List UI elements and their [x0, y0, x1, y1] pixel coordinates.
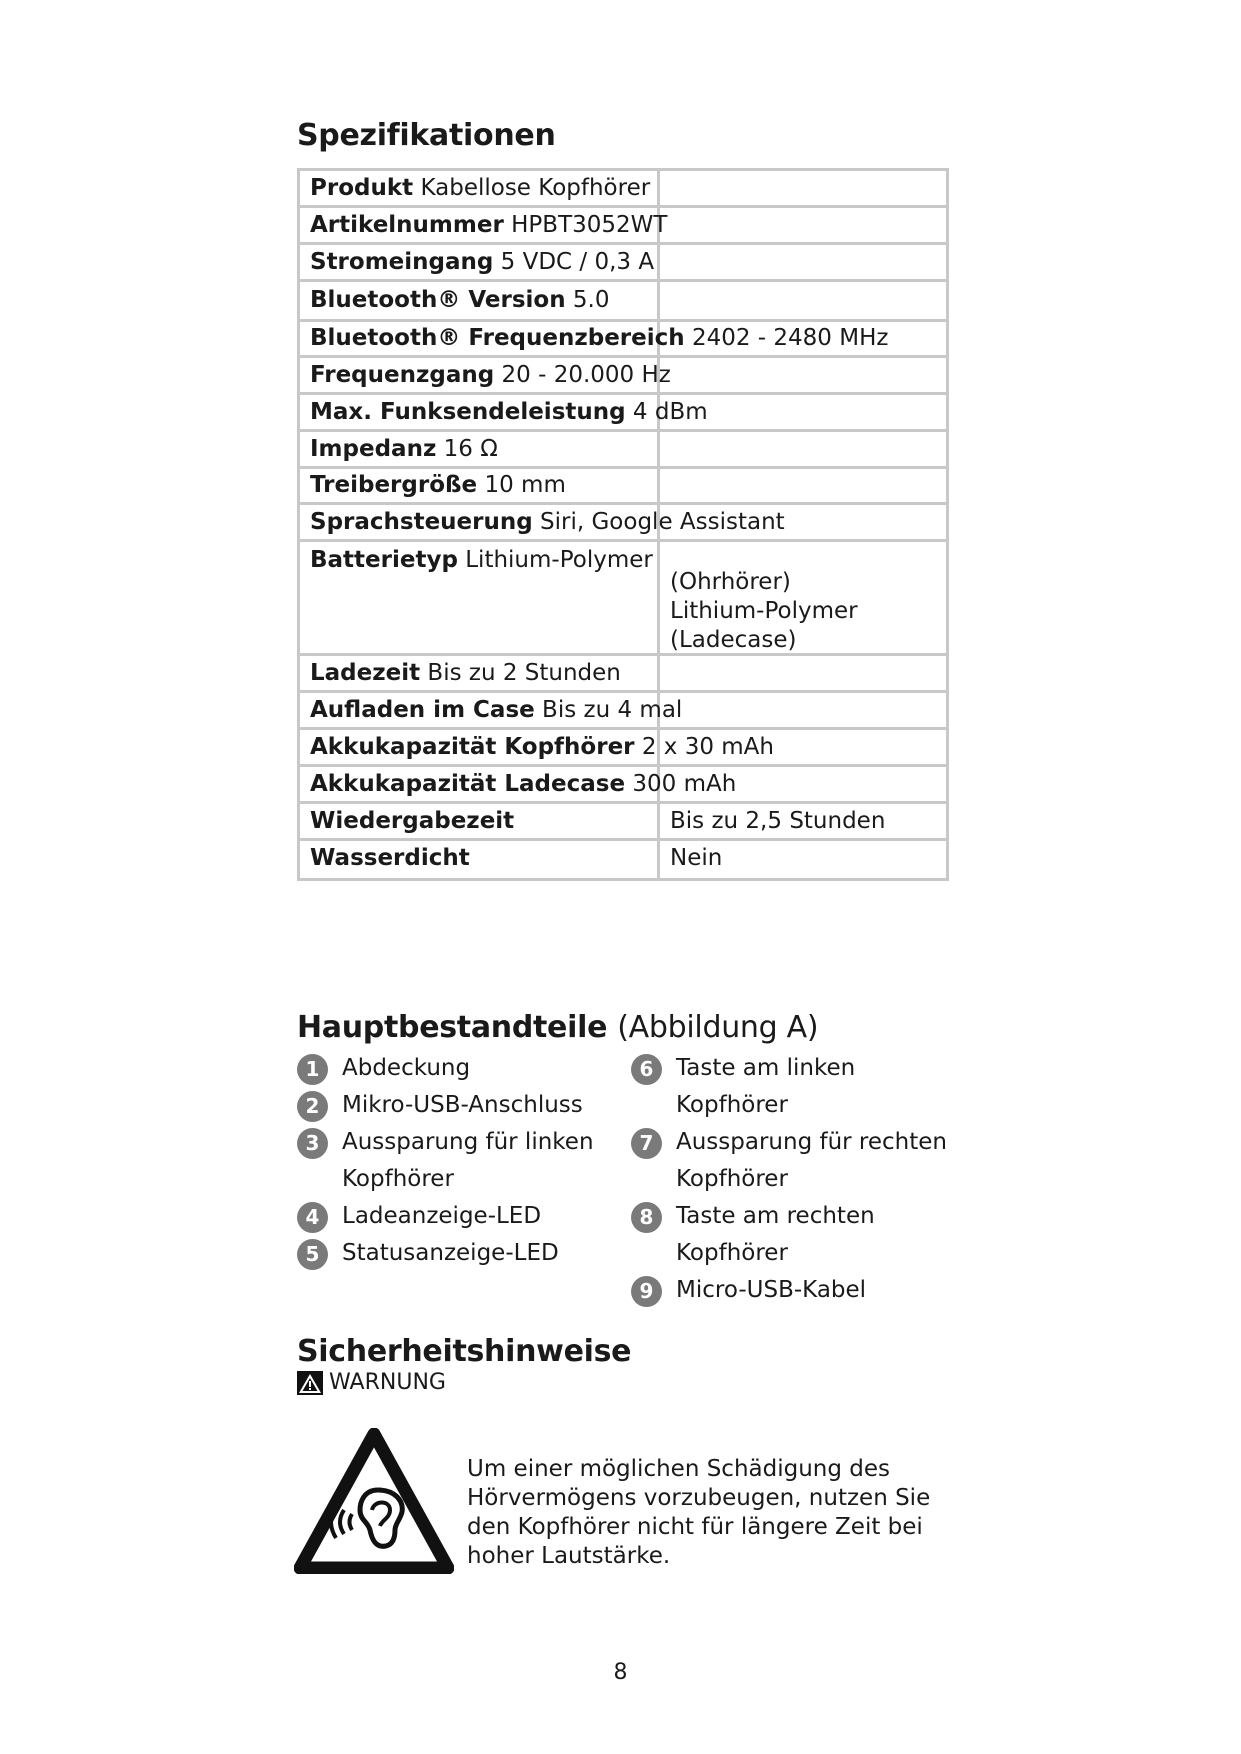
part-number-badge: 1	[297, 1054, 328, 1085]
part-label: Taste am linken	[676, 1055, 856, 1081]
spec-row	[300, 505, 946, 542]
spec-cell-main	[300, 656, 946, 690]
warning-triangle-icon	[297, 1371, 323, 1395]
spec-table	[297, 168, 949, 881]
part-label: Mikro-USB-Anschluss	[342, 1092, 583, 1118]
part-label: Aussparung für rechten	[676, 1129, 948, 1155]
part-label: Aussparung für linken	[342, 1129, 594, 1155]
spec-row	[300, 245, 946, 282]
part-number-badge: 6	[631, 1054, 662, 1085]
parts-title-main: Hauptbestandteile	[297, 1010, 608, 1045]
spec-cell-main	[300, 469, 946, 502]
part-label: Abdeckung	[342, 1055, 471, 1081]
spec-value: Bis zu 4 mal	[542, 697, 683, 723]
spec-value-right: Bis zu 2,5 Stunden	[670, 808, 886, 834]
spec-row	[300, 469, 946, 505]
spec-row	[300, 358, 946, 395]
spec-cell-main	[300, 358, 946, 392]
spec-label: Max. Funksendeleistung	[310, 399, 626, 425]
spec-value: 10 mm	[484, 472, 566, 498]
spec-value-right: Nein	[670, 845, 723, 871]
part-label: Kopfhörer	[676, 1240, 788, 1266]
spec-value: Siri, Google Assistant	[540, 509, 785, 535]
part-label: Statusanzeige-LED	[342, 1240, 559, 1266]
spec-value-extra	[670, 568, 858, 655]
spec-label: Bluetooth® Version	[310, 287, 566, 313]
part-item	[631, 1050, 961, 1124]
spec-value: 2402 - 2480 MHz	[691, 325, 889, 351]
spec-extra-line: Lithium-Polymer	[670, 598, 858, 624]
part-item	[631, 1272, 961, 1309]
spec-row	[300, 693, 946, 730]
spec-label: Produkt	[310, 175, 414, 201]
spec-label: Aufladen im Case	[310, 697, 535, 723]
spec-row	[300, 841, 946, 878]
warning-row	[297, 1370, 446, 1395]
part-label: Kopfhörer	[342, 1166, 454, 1192]
part-number-badge: 4	[297, 1202, 328, 1233]
spec-label: Akkukapazität Ladecase	[310, 771, 626, 797]
spec-cell-main	[300, 767, 946, 801]
spec-label: Akkukapazität Kopfhörer	[310, 734, 635, 760]
spec-cell-main	[300, 171, 946, 205]
spec-row	[300, 542, 946, 656]
spec-label: Ladezeit	[310, 660, 421, 686]
spec-cell-main	[300, 730, 946, 764]
spec-row	[300, 208, 946, 245]
spec-label: Impedanz	[310, 436, 437, 462]
spec-value: 2 x 30 mAh	[641, 734, 774, 760]
spec-value: Kabellose Kopfhörer	[420, 175, 651, 201]
parts-title-figure-ref: (Abbildung A)	[617, 1010, 819, 1045]
spec-row	[300, 171, 946, 208]
spec-label: Sprachsteuerung	[310, 509, 533, 535]
spec-value: Lithium-Polymer	[465, 547, 653, 573]
spec-value: 300 mAh	[632, 771, 737, 797]
part-item	[297, 1235, 627, 1272]
spec-cell-main	[300, 282, 946, 319]
spec-cell-main	[300, 395, 946, 429]
part-item	[297, 1050, 627, 1087]
spec-row	[300, 767, 946, 804]
warning-label: WARNUNG	[329, 1370, 446, 1395]
spec-label: Treibergröße	[310, 472, 478, 498]
spec-label: Artikelnummer	[310, 212, 504, 238]
part-label: Ladeanzeige-LED	[342, 1203, 542, 1229]
page-number: 8	[613, 1660, 628, 1685]
parts-list-left	[297, 1050, 627, 1272]
spec-label: Frequenzgang	[310, 362, 495, 388]
spec-row	[300, 804, 946, 841]
parts-list-right	[631, 1050, 961, 1309]
spec-value: 4 dBm	[632, 399, 708, 425]
parts-title	[297, 1010, 818, 1045]
spec-cell-main	[300, 841, 946, 875]
part-label: Taste am rechten	[676, 1203, 875, 1229]
part-item	[631, 1198, 961, 1272]
part-label: Kopfhörer	[676, 1166, 788, 1192]
spec-row	[300, 395, 946, 432]
part-item	[631, 1124, 961, 1198]
spec-label: Bluetooth® Frequenzbereich	[310, 325, 685, 351]
spec-cell-main	[300, 432, 946, 466]
spec-value: 5.0	[572, 287, 610, 313]
spec-cell-main	[300, 322, 946, 355]
spec-row	[300, 432, 946, 469]
spec-value: 16 Ω	[443, 436, 498, 462]
spec-value: 20 - 20.000 Hz	[501, 362, 671, 388]
spec-value: Bis zu 2 Stunden	[427, 660, 621, 686]
part-item	[297, 1087, 627, 1124]
spec-extra-line: (Ladecase)	[670, 627, 797, 653]
spec-label: Wasserdicht	[310, 845, 470, 871]
spec-row	[300, 730, 946, 767]
part-number-badge: 5	[297, 1239, 328, 1270]
hearing-damage-warning-icon	[294, 1428, 454, 1574]
spec-cell-main	[300, 245, 946, 279]
part-number-badge: 7	[631, 1128, 662, 1159]
part-number-badge: 3	[297, 1128, 328, 1159]
spec-value: HPBT3052WT	[511, 212, 668, 238]
spec-cell-main	[300, 208, 946, 242]
spec-title: Spezifikationen	[297, 118, 556, 153]
spec-cell-main	[300, 693, 946, 727]
part-label: Kopfhörer	[676, 1092, 788, 1118]
hearing-warning-text: Um einer möglichen Schädigung des Hörvermögens vorzubeugen, nutzen Sie den Kopfhörer nicht für längere Zeit bei hoher Lautstärke.	[467, 1456, 931, 1569]
spec-extra-line: (Ohrhörer)	[670, 569, 791, 595]
part-number-badge: 9	[631, 1276, 662, 1307]
spec-row	[300, 282, 946, 322]
spec-label: Stromeingang	[310, 249, 494, 275]
spec-row	[300, 322, 946, 358]
spec-label: Batterietyp	[310, 547, 458, 573]
part-number-badge: 2	[297, 1091, 328, 1122]
part-number-badge: 8	[631, 1202, 662, 1233]
part-item	[297, 1198, 627, 1235]
safety-title: Sicherheitshinweise	[297, 1334, 632, 1369]
spec-value: 5 VDC / 0,3 A	[500, 249, 655, 275]
spec-row	[300, 656, 946, 693]
spec-cell-main	[300, 505, 946, 539]
spec-label: Wiedergabezeit	[310, 808, 515, 834]
part-item	[297, 1124, 627, 1198]
part-label: Micro-USB-Kabel	[676, 1277, 867, 1303]
